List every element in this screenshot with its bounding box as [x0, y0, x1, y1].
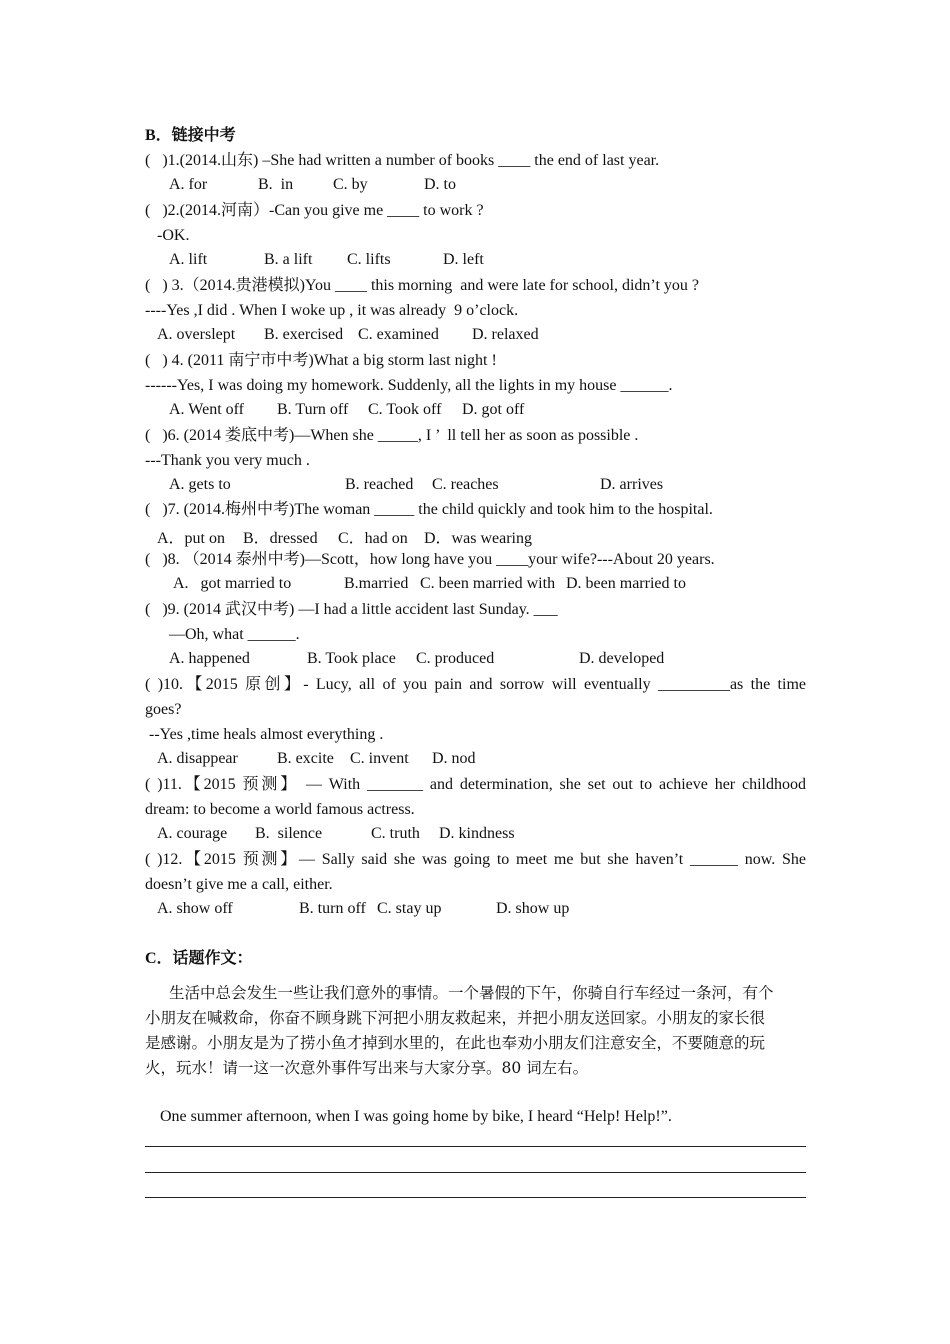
essay-prompt-line-4: 火，玩水！请一这一次意外事件写出来与大家分享。80 词左右。 — [145, 1059, 589, 1077]
option-c: C. by — [333, 176, 368, 193]
essay-opening-sentence: One summer afternoon, when I was going home by bike, I heard “Help! Help!”. — [160, 1108, 672, 1125]
option-d: D. show up — [496, 900, 570, 917]
essay-prompt-line-2: 小朋友在喊救命，你奋不顾身跳下河把小朋友救起来，并把小朋友送回家。小朋友的家长很 — [145, 1009, 766, 1027]
option-d: D. arrives — [600, 476, 664, 493]
option-d: D. relaxed — [472, 326, 539, 343]
question-12-stem-line-1: ( )12.【2015 预测】— Sally said she was going to meet me but she haven’t ______ now. She — [145, 851, 806, 868]
option-b: B. Turn off — [277, 401, 349, 418]
option-a: A. happened — [169, 650, 250, 667]
question-9-stem: ( )9. (2014 武汉中考) —I had a little accident last Sunday. ___ — [145, 601, 558, 618]
option-d: D. developed — [579, 650, 665, 667]
option-b: B. exercised — [264, 326, 344, 343]
option-a: A. lift — [169, 251, 208, 268]
question-10-stem-line-1: ( )10.【2015 原创】- Lucy, all of you pain and sorrow will eventually _________as the time — [145, 676, 806, 693]
option-d: D. to — [424, 176, 456, 193]
option-c: C. invent — [350, 750, 409, 767]
question-12-stem-line-2: doesn’t give me a call, either. — [145, 876, 333, 893]
answer-line[interactable] — [145, 1197, 806, 1198]
question-2-reply: -OK. — [157, 227, 190, 244]
option-c: C. Took off — [368, 401, 442, 418]
option-d: D. been married to — [566, 575, 686, 592]
option-c: C．had on — [338, 530, 408, 547]
question-3-reply: ----Yes ,I did . When I woke up , it was already 9 o’clock. — [145, 302, 519, 319]
essay-prompt-line-3: 是感谢。小朋友是为了捞小鱼才掉到水里的，在此也奉劝小朋友们注意安全，不要随意的玩 — [145, 1034, 766, 1052]
option-a: A. disappear — [157, 750, 238, 767]
option-c: C. truth — [371, 825, 420, 842]
question-4-reply: ------Yes, I was doing my homework. Suddenly, all the lights in my house ______. — [145, 377, 673, 394]
question-3-stem: ( ) 3.（2014.贵港模拟)You ____ this morning and were late for school, didn’t you ? — [145, 277, 700, 294]
option-a: A. show off — [157, 900, 233, 917]
option-c: C. produced — [416, 650, 495, 667]
option-d: D. left — [443, 251, 484, 268]
question-9-reply: —Oh, what ______. — [169, 626, 300, 643]
option-c: C. stay up — [377, 900, 442, 917]
question-2-stem: ( )2.(2014.河南）-Can you give me ____ to work ? — [145, 202, 484, 219]
option-b: B.married — [344, 575, 409, 592]
option-a: A．put on — [157, 530, 226, 547]
question-6-reply: ---Thank you very much . — [145, 452, 310, 469]
option-c: C. been married with — [420, 575, 556, 592]
option-b: B. turn off — [299, 900, 366, 917]
option-c: C. lifts — [347, 251, 391, 268]
option-d: D. nod — [432, 750, 476, 767]
option-b: B．dressed — [243, 530, 318, 547]
question-10-stem-line-2: goes? — [145, 701, 182, 718]
option-b: B. excite — [277, 750, 334, 767]
option-d: D. got off — [462, 401, 525, 418]
option-c: C. reaches — [432, 476, 499, 493]
option-c: C. examined — [358, 326, 439, 343]
question-6-stem: ( )6. (2014 娄底中考)—When she _____, I ’ ll tell her as soon as possible . — [145, 427, 639, 444]
question-1-stem: ( )1.(2014.山东) –She had written a number of books ____ the end of last year. — [145, 152, 660, 169]
option-a: A. courage — [157, 825, 228, 842]
question-11-stem-line-1: ( )11.【2015 预测】 — With _______ and determination, she set out to achieve her childhood — [145, 776, 806, 793]
question-7-stem: ( )7. (2014.梅州中考)The woman _____ the child quickly and took him to the hospital. — [145, 501, 713, 518]
section-b-heading: B．链接中考 — [145, 127, 236, 144]
question-10-reply: --Yes ,time heals almost everything . — [145, 726, 384, 743]
option-a: A. for — [169, 176, 208, 193]
essay-prompt-line-1: 生活中总会发生一些让我们意外的事情。一个暑假的下午，你骑自行车经过一条河，有个 — [169, 984, 774, 1002]
option-d: D．was wearing — [424, 530, 532, 547]
option-a: A. overslept — [157, 326, 236, 343]
option-a: A. Went off — [169, 401, 244, 418]
option-b: B. in — [258, 176, 294, 193]
section-c-heading: C．话题作文： — [145, 950, 253, 967]
question-11-stem-line-2: dream: to become a world famous actress. — [145, 801, 415, 818]
question-8-stem: ( )8. （2014 泰州中考)—Scott，how long have you ____your wife?---About 20 years. — [145, 551, 715, 568]
option-d: D. kindness — [439, 825, 515, 842]
option-b: B. reached — [345, 476, 414, 493]
option-a: A. gets to — [169, 476, 231, 493]
option-a: A. got married to — [173, 575, 292, 592]
option-b: B. Took place — [307, 650, 396, 667]
answer-line[interactable] — [145, 1146, 806, 1147]
answer-line[interactable] — [145, 1172, 806, 1173]
option-b: B. a lift — [264, 251, 313, 268]
option-b: B. silence — [255, 825, 323, 842]
question-4-stem: ( ) 4. (2011 南宁市中考)What a big storm last night ! — [145, 352, 497, 369]
